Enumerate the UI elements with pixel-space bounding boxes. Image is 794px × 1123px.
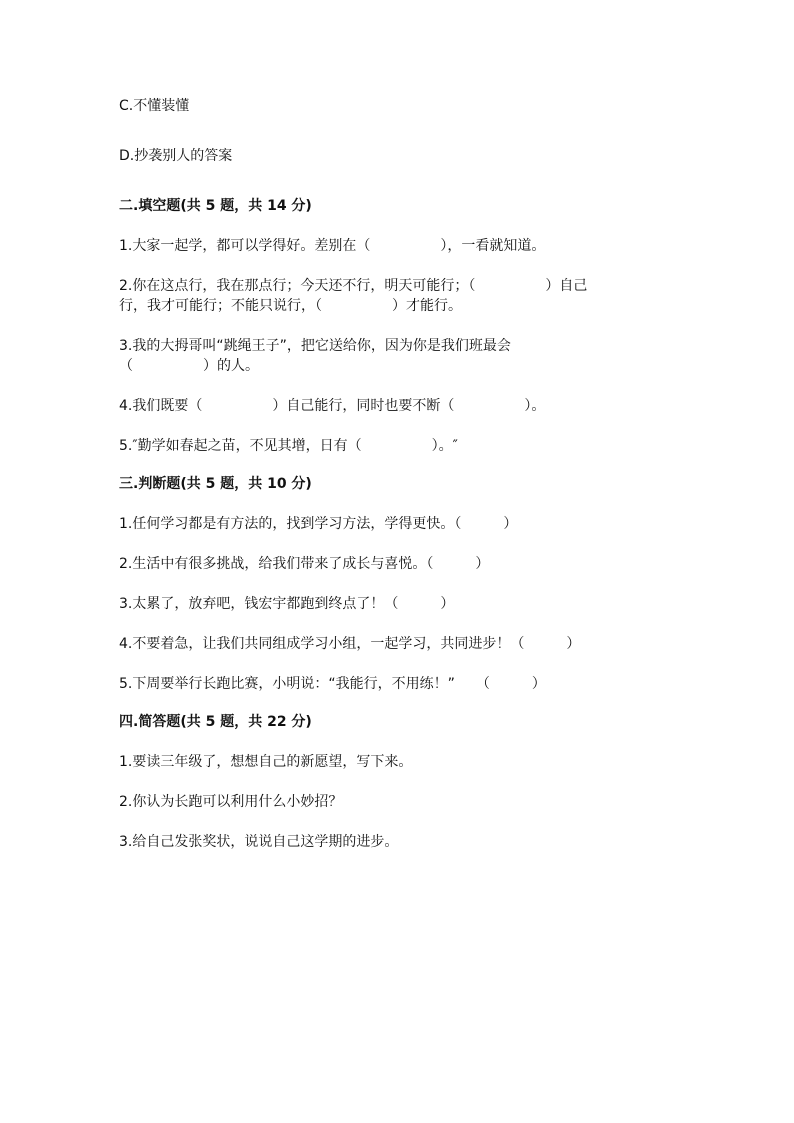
question-fill-4: 4.我们既要（ ）自己能行，同时也要不断（ ）。 [119,398,546,414]
question-short-2: 2.你认为长跑可以利用什么小妙招？ [119,794,343,810]
question-judge-3: 3.太累了，放弃吧，钱宏宇都跑到终点了！（ ） [119,596,455,612]
question-fill-3-line-1: 3.我的大拇哥叫“跳绳王子”，把它送给你，因为你是我们班最会 [119,338,511,354]
question-fill-3 [119,336,679,376]
exam-page [119,96,679,872]
section-heading-fill-blank: 二.填空题(共 5 题，共 14 分) [119,198,312,214]
question-judge-2: 2.生活中有很多挑战，给我们带来了成长与喜悦。（ ） [119,556,490,572]
section-heading-short-answer: 四.简答题(共 5 题，共 22 分) [119,714,312,730]
option-c: C.不懂装懂 [119,98,190,114]
question-short-1: 1.要读三年级了，想想自己的新愿望，写下来。 [119,754,413,770]
question-fill-1: 1.大家一起学，都可以学得好。差别在（ ），一看就知道。 [119,238,546,254]
question-fill-3-line-2: （ ）的人。 [119,358,259,374]
question-fill-2 [119,276,679,316]
question-short-3: 3.给自己发张奖状，说说自己这学期的进步。 [119,834,399,850]
question-judge-1: 1.任何学习都是有方法的，找到学习方法，学得更快。（ ） [119,516,518,532]
section-heading-judge: 三.判断题(共 5 题，共 10 分) [119,476,312,492]
question-fill-2-line-2: 行，我才可能行；不能只说行，（ ）才能行。 [119,298,462,314]
question-fill-5: 5.″勤学如春起之苗，不见其增，日有（ ）。″ [119,438,458,454]
option-d: D.抄袭别人的答案 [119,148,233,164]
question-fill-2-line-1: 2.你在这点行，我在那点行；今天还不行，明天可能行；（ ）自己 [119,278,588,294]
question-judge-4: 4.不要着急，让我们共同组成学习小组，一起学习，共同进步！（ ） [119,636,581,652]
question-judge-5: 5.下周要举行长跑比赛，小明说：“我能行，不用练！” （ ） [119,676,546,692]
